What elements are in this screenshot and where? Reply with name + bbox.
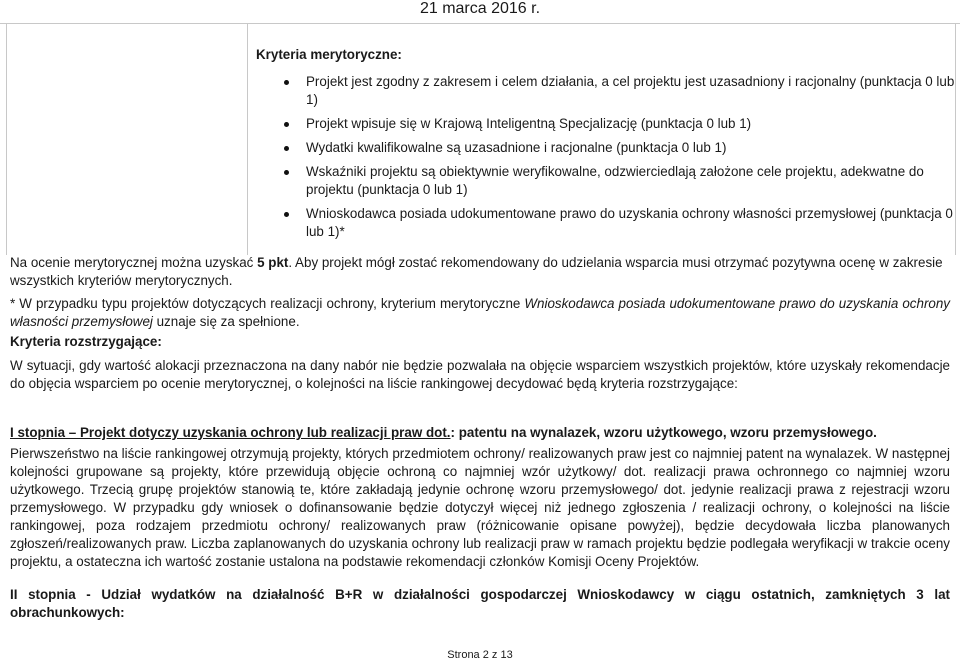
table-left-column	[6, 23, 248, 255]
footnote-paragraph	[10, 295, 950, 331]
scoring-rest: . Aby projekt mógł zostać rekomendowany do udzielania wsparcia musi otrzymać pozytywna ocenę w zakresie wszystkich kryteriów merytorycznych.	[10, 255, 943, 288]
footnote-italic: Wnioskodawca posiada udokumentowane prawo do uzyskania ochrony własności przemysłowej	[10, 296, 950, 329]
list-item: Projekt jest zgodny z zakresem i celem działania, a cel projektu jest uzasadniony i racjonalny (punktacja 0 lub 1)	[256, 73, 956, 109]
merit-criteria-cell	[256, 46, 956, 247]
stage1-heading-underlined: I stopnia – Projekt dotyczy uzyskania ochrony lub realizacji praw dot.	[10, 425, 451, 440]
list-item: Wskaźniki projektu są obiektywnie weryfikowalne, odzwierciedlają założone cele projektu, adekwatne do projektu (punktacja 0 lub 1)	[256, 163, 956, 199]
footnote-rest: uznaje się za spełnione.	[152, 314, 300, 329]
page-total: 13	[500, 649, 513, 661]
merit-criteria-title: Kryteria merytoryczne:	[256, 47, 402, 62]
scoring-lead: Na ocenie merytorycznej można uzyskać	[10, 255, 258, 270]
scoring-paragraph	[10, 254, 950, 290]
tiebreak-title: Kryteria rozstrzygające:	[10, 334, 162, 349]
document-date: 21 marca 2016 r.	[419, 0, 541, 17]
page-footer	[0, 648, 960, 662]
footnote-lead: * W przypadku typu projektów dotyczących realizacji ochrony, kryterium merytoryczne	[10, 296, 525, 311]
page-number: 2	[482, 649, 489, 661]
scoring-points: 5 pkt	[257, 255, 289, 270]
stage1-paragraph: Pierwszeństwo na liście rankingowej otrzymują projekty, których przedmiotem ochrony/ realizowanych praw jest co najmniej patent na wynalazek. W następnej kolejności grupowane są projekty, które przewidują objęcie ochroną co najmniej wzór użytkowy/ dot. realizacji prawa ochronnego co najmniej wzoru użytkowego. Trzecią grupę projektów stanowią te, które zakładają jedynie ochronę wzoru przemysłowego/ dot. jedynie realizacji prawa z rejestracji wzoru przemysłowego. W przypadku gdy wniosek o dofinansowanie będzie dotyczył więcej niż jednego zgłoszenia / realizacji ochrony, o kolejności na liście rankingowej, poza rodzajem przedmiotu ochrony/ realizowanych praw (różnicowanie opisane powyżej), będzie decydowała liczba planowanych zgłoszeń/realizowanych praw. Liczba zaplanowanych do uzyskania ochrony lub realizacji praw w ramach projektu będzie podlegała weryfikacji w trakcie oceny projektu, a ostateczna ich wartość zostanie ustalona na podstawie rekomendacji członków Komisji Oceny Projektów.	[10, 446, 950, 569]
list-item: Projekt wpisuje się w Krajową Inteligentną Specjalizację (punktacja 0 lub 1)	[256, 115, 956, 133]
list-item: Wnioskodawca posiada udokumentowane prawo do uzyskania ochrony własności przemysłowej (punktacja 0 lub 1)*	[256, 205, 956, 241]
footer-label: Strona	[447, 649, 483, 661]
merit-criteria-list	[256, 73, 956, 241]
stage1-heading	[10, 424, 950, 442]
tiebreak-paragraph: W sytuacji, gdy wartość alokacji przeznaczona na dany nabór nie będzie pozwalała na objęcie wsparciem wszystkich projektów, które uzyskały rekomendacje do objęcia wsparciem po ocenie merytorycznej, o kolejności na liście rankingowej decydować będą kryteria rozstrzygające:	[10, 358, 950, 391]
stage1-heading-rest: : patentu na wynalazek, wzoru użytkowego, wzoru przemysłowego.	[450, 425, 877, 440]
list-item: Wydatki kwalifikowalne są uzasadnione i racjonalne (punktacja 0 lub 1)	[256, 139, 956, 157]
footer-sep: z	[488, 649, 501, 661]
stage2-heading: II stopnia - Udział wydatków na działalność B+R w działalności gospodarczej Wnioskodawcy w ciągu ostatnich, zamkniętych 3 lat obrachunkowych:	[10, 587, 950, 620]
